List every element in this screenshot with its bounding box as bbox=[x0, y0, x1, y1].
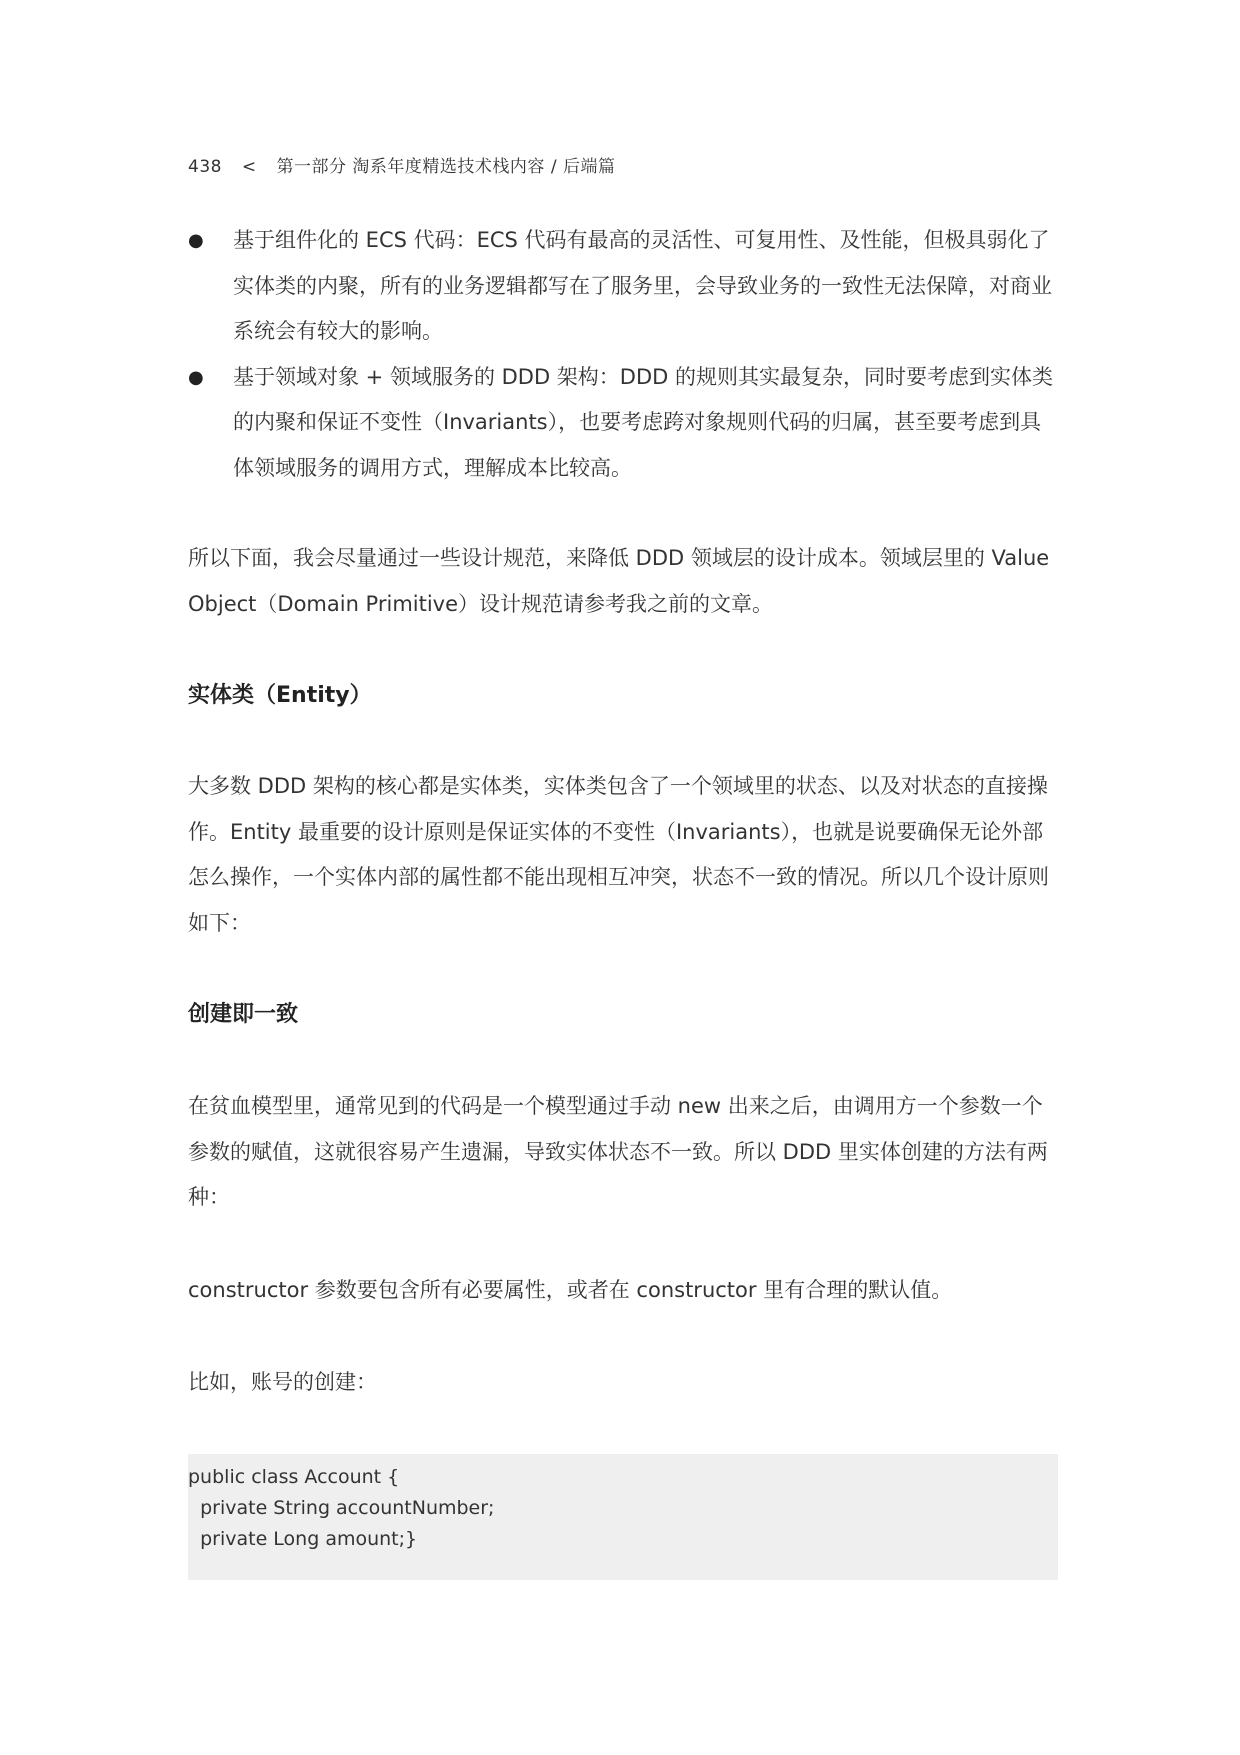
code-block bbox=[188, 1454, 1058, 1580]
code-line: private String accountNumber; bbox=[188, 1497, 495, 1519]
chevron-left-icon: < bbox=[241, 157, 257, 177]
list-item-text: 基于领域对象 + 领域服务的 DDD 架构：DDD 的规则其实最复杂，同时要考虑到实体类的内聚和保证不变性（Invariants），也要考虑跨对象规则代码的归属，甚至要考虑到具体领域服务的调用方式，理解成本比较高。 bbox=[233, 364, 1053, 480]
example-intro: 比如，账号的创建： bbox=[188, 1370, 377, 1394]
section-title: 第一部分 淘系年度精选技术栈内容 / 后端篇 bbox=[276, 157, 616, 177]
constructor-paragraph: constructor 参数要包含所有必要属性，或者在 constructor 里有合理的默认值。 bbox=[188, 1278, 953, 1302]
code-line: public class Account { bbox=[188, 1466, 400, 1488]
bullet-icon: ● bbox=[188, 366, 204, 388]
entity-paragraph: 大多数 DDD 架构的核心都是实体类，实体类包含了一个领域里的状态、以及对状态的直接操作。Entity 最重要的设计原则是保证实体的不变性（Invariants），也就是说要确保无论外部怎么操作，一个实体内部的属性都不能出现相互冲突，状态不一致的情况。所以几个设计原则如下： bbox=[188, 774, 1049, 935]
code-line: private Long amount;} bbox=[188, 1528, 418, 1550]
section-heading: 实体类（Entity） bbox=[188, 683, 372, 708]
page-header bbox=[188, 152, 615, 177]
list-item bbox=[188, 218, 1058, 355]
intro-paragraph: 所以下面，我会尽量通过一些设计规范，来降低 DDD 领域层的设计成本。领域层里的 Value Object（Domain Primitive）设计规范请参考我之前的文章。 bbox=[188, 546, 1050, 616]
bullet-icon: ● bbox=[188, 230, 204, 251]
subheading: 创建即一致 bbox=[188, 1002, 299, 1027]
page-number: 438 bbox=[188, 157, 222, 177]
bullet-list bbox=[188, 218, 1058, 491]
creation-paragraph: 在贫血模型里，通常见到的代码是一个模型通过手动 new 出来之后，由调用方一个参数一个参数的赋值，这就很容易产生遗漏，导致实体状态不一致。所以 DDD 里实体创建的方法有两种： bbox=[188, 1094, 1048, 1209]
list-item-text: 基于组件化的 ECS 代码：ECS 代码有最高的灵活性、可复用性、及性能，但极具弱化了实体类的内聚，所有的业务逻辑都写在了服务里，会导致业务的一致性无法保障，对商业系统会有较大的影响。 bbox=[233, 228, 1052, 343]
list-item bbox=[188, 355, 1058, 492]
